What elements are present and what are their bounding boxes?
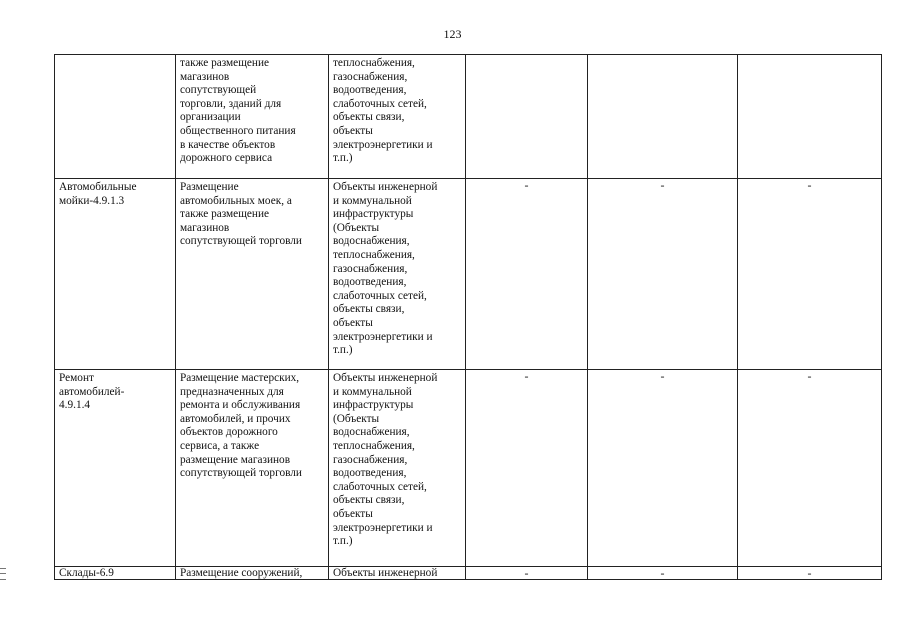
value-cell: - <box>588 567 738 580</box>
value-cell: - <box>588 179 738 370</box>
value-cell: - <box>738 370 882 567</box>
use-description-cell: Размещение мастерских, предназначенных для ремонта и обслуживания автомобилей, и прочих объектов дорожного сервиса, а также размещение магазинов сопутствующей торговли <box>176 370 329 567</box>
value-cell: - <box>466 567 588 580</box>
infrastructure-cell: Объекты инженерной и коммунальной инфраструктуры (Объекты водоснабжения, теплоснабжения, газоснабжения, водоотведения, слаботочных сетей, объекты связи, объекты электроэнергетики и т.п.) <box>329 179 466 370</box>
use-description-cell: Размещение автомобильных моек, а также размещение магазинов сопутствующей торговли <box>176 179 329 370</box>
scan-edge-mark <box>0 568 6 580</box>
use-type-name-cell: Автомобильные мойки-4.9.1.3 <box>55 179 176 370</box>
use-type-name-cell <box>55 55 176 179</box>
table-row <box>55 567 882 580</box>
land-use-table <box>54 54 882 580</box>
value-cell: - <box>466 370 588 567</box>
use-type-name-cell: Склады-6.9 <box>55 567 176 580</box>
value-cell: - <box>588 370 738 567</box>
use-type-name-cell: Ремонт автомобилей- 4.9.1.4 <box>55 370 176 567</box>
table-row <box>55 370 882 567</box>
table-row <box>55 55 882 179</box>
value-cell <box>588 55 738 179</box>
use-description-cell: Размещение сооружений, <box>176 567 329 580</box>
infrastructure-cell: Объекты инженерной <box>329 567 466 580</box>
page-number: 123 <box>443 27 462 41</box>
infrastructure-cell: теплоснабжения, газоснабжения, водоотведения, слаботочных сетей, объекты связи, объекты электроэнергетики и т.п.) <box>329 55 466 179</box>
value-cell <box>466 55 588 179</box>
value-cell: - <box>738 567 882 580</box>
infrastructure-cell: Объекты инженерной и коммунальной инфраструктуры (Объекты водоснабжения, теплоснабжения, газоснабжения, водоотведения, слаботочных сетей, объекты связи, объекты электроэнергетики и т.п.) <box>329 370 466 567</box>
table-row <box>55 179 882 370</box>
value-cell <box>738 55 882 179</box>
value-cell: - <box>466 179 588 370</box>
use-description-cell: также размещение магазинов сопутствующей торговли, зданий для организации общественного питания в качестве объектов дорожного сервиса <box>176 55 329 179</box>
value-cell: - <box>738 179 882 370</box>
